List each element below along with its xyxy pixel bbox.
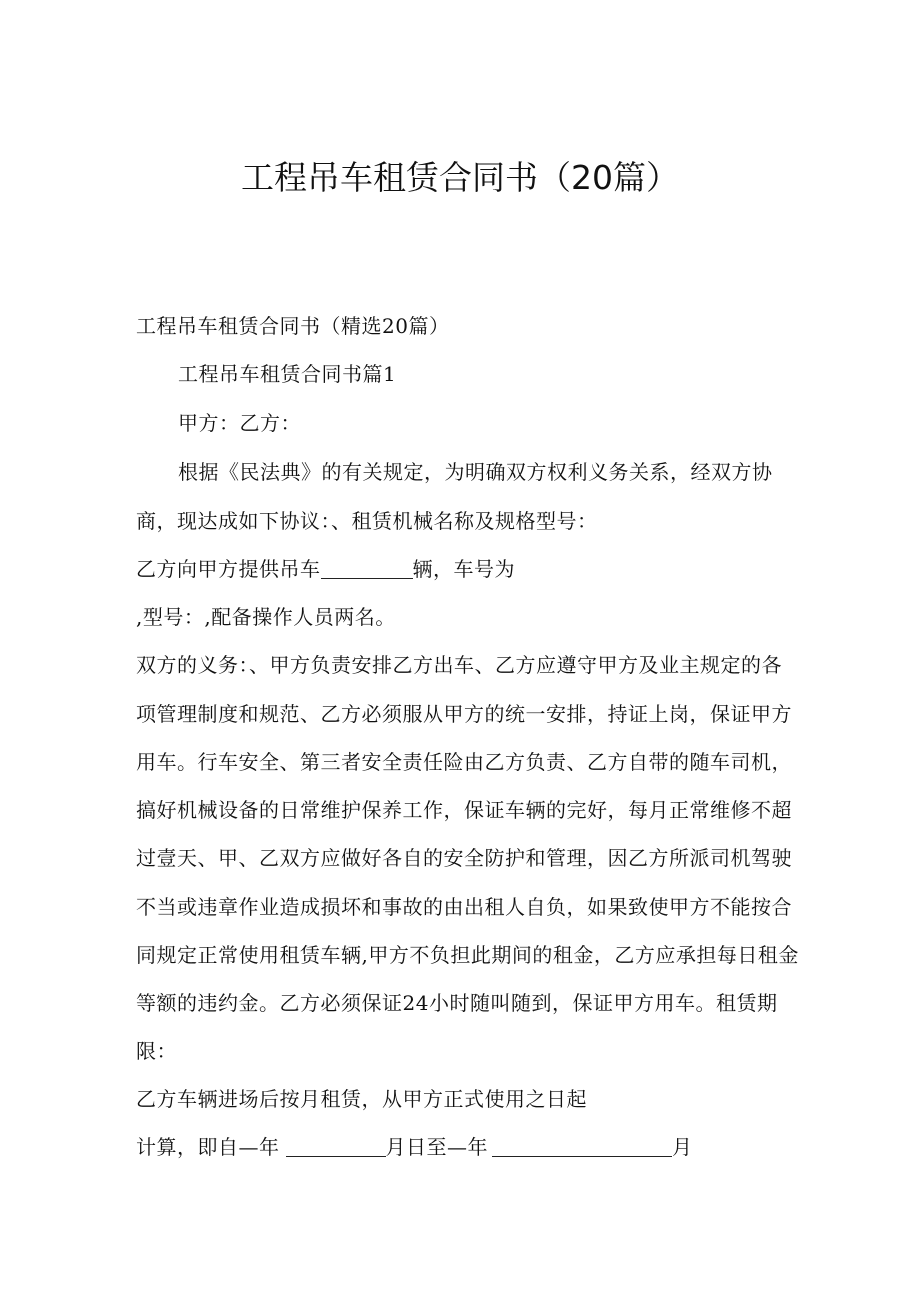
paragraph-line: 乙方车辆进场后按月租赁，从甲方正式使用之日起 <box>136 1087 587 1111</box>
paragraph-line: 同规定正常使用租赁车辆,甲方不负担此期间的租金，乙方应承担每日租金 <box>136 943 799 967</box>
paragraph-line: 限： <box>136 1039 177 1063</box>
paragraph-line: 不当或违章作业造成损坏和事故的由出租人自负，如果致使甲方不能按合 <box>136 895 792 919</box>
paragraph-line <box>136 555 515 583</box>
paragraph-line: 用车。行车安全、第三者安全责任险由乙方负责、乙方自带的随车司机， <box>136 750 792 774</box>
paragraph-line: ,型号：,配备操作人员两名。 <box>136 605 396 629</box>
text-segment: 月日至—年 <box>385 1135 488 1159</box>
document-title: 工程吊车租赁合同书（20篇） <box>241 158 679 197</box>
text-segment: 乙方向甲方提供吊车 <box>136 557 321 581</box>
paragraph-line: 商，现达成如下协议：、租赁机械名称及规格型号： <box>136 509 598 533</box>
paragraph-line: 等额的违约金。乙方必须保证24小时随叫随到，保证甲方用车。租赁期 <box>136 991 778 1015</box>
blank-underline <box>286 1136 386 1157</box>
paragraph-line <box>136 1133 693 1161</box>
parties-line: 甲方：乙方： <box>178 411 301 435</box>
text-segment: 辆，车号为 <box>412 557 515 581</box>
doc-subtitle: 工程吊车租赁合同书（精选20篇） <box>136 314 450 338</box>
text-segment: 计算，即自—年 <box>136 1135 280 1159</box>
chapter-heading: 工程吊车租赁合同书篇1 <box>178 362 397 386</box>
paragraph-line: 双方的义务：、甲方负责安排乙方出车、乙方应遵守甲方及业主规定的各 <box>136 653 782 677</box>
blank-underline <box>492 1136 672 1157</box>
paragraph-line: 过壹天、甲、乙双方应做好各自的安全防护和管理，因乙方所派司机驾驶 <box>136 846 792 870</box>
paragraph-line: 根据《民法典》的有关规定，为明确双方权利义务关系，经双方协 <box>178 460 773 484</box>
paragraph-line: 项管理制度和规范、乙方必须服从甲方的统一安排，持证上岗，保证甲方 <box>136 702 792 726</box>
paragraph-line: 搞好机械设备的日常维护保养工作，保证车辆的完好，每月正常维修不超 <box>136 798 792 822</box>
text-segment: 月 <box>672 1135 693 1159</box>
blank-underline <box>321 558 413 579</box>
